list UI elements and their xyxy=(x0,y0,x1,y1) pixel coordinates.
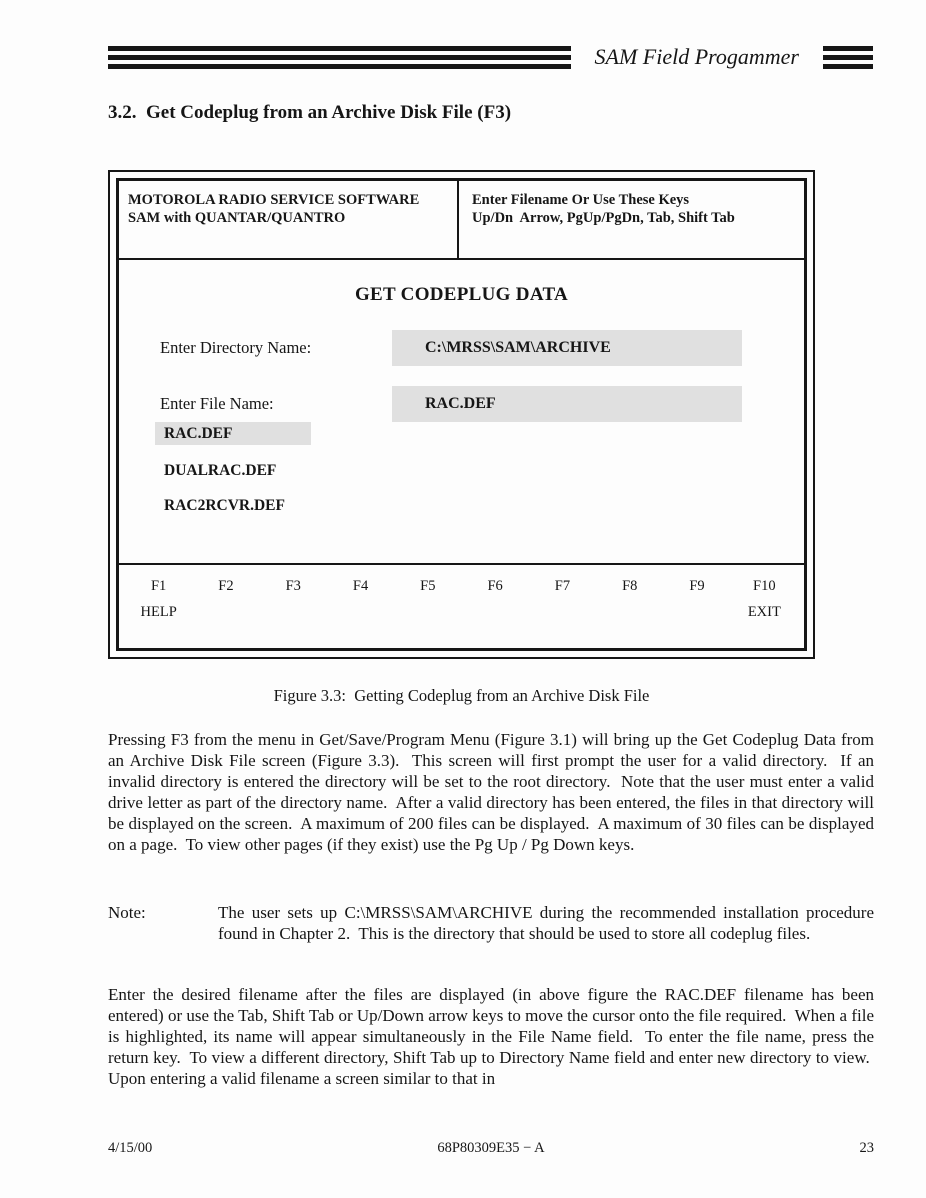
fkey-f2-key: F2 xyxy=(218,578,234,594)
screen-banner xyxy=(119,181,804,260)
fkey-f9 xyxy=(663,578,730,621)
banner-right-line2: Up/Dn Arrow, PgUp/PgDn, Tab, Shift Tab xyxy=(472,209,735,226)
fkey-f10 xyxy=(731,578,798,621)
section-heading: 3.2. Get Codeplug from an Archive Disk File (F3) xyxy=(108,102,512,123)
fkey-f6-key: F6 xyxy=(487,578,503,594)
fkey-f1 xyxy=(125,578,192,621)
fkey-f2 xyxy=(192,578,259,621)
footer-date: 4/15/00 xyxy=(108,1140,153,1156)
file-item: DUALRAC.DEF xyxy=(164,462,277,479)
header-rule-left xyxy=(108,46,571,69)
note-block xyxy=(108,902,874,944)
fkey-f10-label: EXIT xyxy=(747,604,781,620)
file-item-selected: RAC.DEF xyxy=(155,422,311,445)
fkey-f4-key: F4 xyxy=(352,578,369,594)
note-label: Note: xyxy=(108,903,146,922)
directory-name-label: Enter Directory Name: xyxy=(160,338,312,357)
directory-name-field xyxy=(392,330,742,366)
fkey-f1-key: F1 xyxy=(150,578,167,594)
page-header xyxy=(108,44,873,70)
fkey-f5 xyxy=(394,578,461,621)
header-rule-right xyxy=(823,46,873,69)
page-footer xyxy=(108,1140,874,1157)
screen-title: GET CODEPLUG DATA xyxy=(354,284,569,305)
fkey-f9-key: F9 xyxy=(689,578,705,594)
note-text: The user sets up C:\MRSS\SAM\ARCHIVE during the recommended installation procedure found in Chapter 2. This is the directory that should be used to store all codeplug files. xyxy=(218,903,874,943)
body-paragraph-1: Pressing F3 from the menu in Get/Save/Program Menu (Figure 3.1) will bring up the Get Codeplug Data from an Archive Disk File screen (Figure 3.3). This screen will first prompt the user for a valid directory. If an invalid directory is entered the directory will be set to the root directory. Note that the user must enter a valid drive letter as part of the directory name. After a valid directory has been entered, the files in that directory will be displayed on the screen. A maximum of 200 files can be displayed. A maximum of 30 files can be displayed on a page. To view other pages (if they exist) use the Pg Up / Pg Down keys. xyxy=(108,730,874,854)
fkey-f4 xyxy=(327,578,394,621)
fkey-f5-key: F5 xyxy=(420,578,436,594)
figure-caption: Figure 3.3: Getting Codeplug from an Archive Disk File xyxy=(273,686,650,705)
fkey-f10-key: F10 xyxy=(753,578,776,594)
screen-main-area xyxy=(119,260,804,563)
screen-banner-right xyxy=(457,181,804,258)
fkey-f6 xyxy=(461,578,528,621)
file-name-value: RAC.DEF xyxy=(425,395,496,412)
fkey-f3 xyxy=(260,578,327,621)
banner-right-line1: Enter Filename Or Use These Keys xyxy=(472,192,690,208)
fkey-f7-key: F7 xyxy=(554,578,571,594)
fkey-f7 xyxy=(529,578,596,621)
function-key-row xyxy=(119,578,804,621)
screen-banner-left xyxy=(119,181,457,258)
footer-page-number: 23 xyxy=(859,1140,874,1156)
document-title: SAM Field Progammer xyxy=(594,44,799,69)
banner-left-line1: MOTOROLA RADIO SERVICE SOFTWARE xyxy=(128,192,420,208)
directory-name-value: C:\MRSS\SAM\ARCHIVE xyxy=(425,339,611,356)
figure-screenshot xyxy=(108,170,815,659)
file-item: RAC2RCVR.DEF xyxy=(164,497,285,514)
fkey-f8-key: F8 xyxy=(622,578,638,594)
directory-name-row xyxy=(160,330,804,366)
fkey-f1-label: HELP xyxy=(140,604,177,620)
footer-doc-number: 68P80309E35 − A xyxy=(437,1140,545,1156)
banner-left-line2: SAM with QUANTAR/QUANTRO xyxy=(128,209,346,226)
file-name-label: Enter File Name: xyxy=(160,394,274,413)
file-list xyxy=(155,422,804,515)
file-name-row xyxy=(160,386,804,422)
body-paragraph-2: Enter the desired filename after the files are displayed (in above figure the RAC.DEF filename has been entered) or use the Tab, Shift Tab or Up/Down arrow keys to move the cursor onto the file required. When a file is highlighted, its name will appear simultaneously in the File Name field. To enter the file name, press the return key. To view a different directory, Shift Tab up to Directory Name field and enter new directory to view. Upon entering a valid filename a screen similar to that in xyxy=(108,985,874,1088)
fkey-f3-key: F3 xyxy=(285,578,301,594)
screen-frame xyxy=(116,178,807,651)
function-key-bar xyxy=(119,563,804,648)
fkey-f8 xyxy=(596,578,663,621)
file-name-field xyxy=(392,386,742,422)
